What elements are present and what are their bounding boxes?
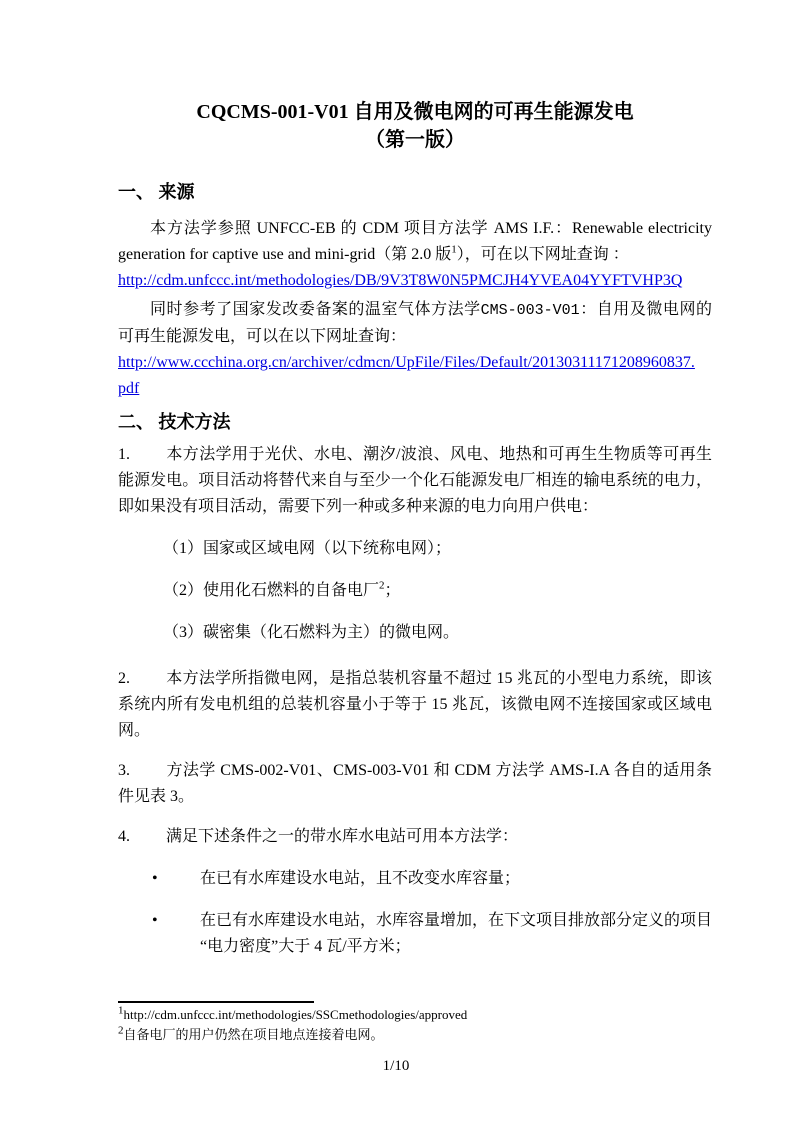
bullet-item-1: [118, 866, 712, 892]
paragraph-source-1: [118, 216, 712, 268]
footnote-number: 2: [118, 1024, 124, 1037]
bullet-icon: •: [152, 870, 158, 887]
numbered-item-4: [118, 824, 712, 850]
item-number: 2.: [118, 670, 130, 687]
item-text: 满足下述条件之一的带水库水电站可用本方法学：: [166, 828, 519, 845]
paragraph-text: ：自用及微电网的可再生能源发电，可以在以下网址查询：: [118, 301, 712, 345]
footnote-2: [118, 1025, 712, 1045]
footnote-1: [118, 1005, 712, 1025]
footnote-text: 自备电厂的用户仍然在项目地点连接着电网。: [123, 1027, 384, 1042]
paragraph-text: ），可在以下网址查询 ：: [456, 246, 629, 263]
item-number: 1.: [118, 446, 130, 463]
bullet-text: 在已有水库建设水电站，且不改变水库容量；: [200, 870, 521, 887]
sub-item-1: [163, 536, 712, 562]
sub-item-3: [163, 620, 712, 646]
footnote-separator: [118, 1001, 314, 1003]
footnote-text: http://cdm.unfccc.int/methodologies/SSCmethodologies/approved: [123, 1007, 468, 1022]
document-subtitle: （第一版）: [365, 129, 465, 151]
sub-item-number: （2）: [163, 582, 204, 599]
sub-item-number: （1）: [163, 540, 204, 557]
item-text: 本方法学所指微电网，是指总装机容量不超过 15 兆瓦的小型电力系统，即该系统内所有发电机组的总装机容量小于等于 15 兆瓦，该微电网不连接国家或区域电网。: [118, 670, 712, 739]
link-cdm-methodology[interactable]: http://cdm.unfccc.int/methodologies/DB/9V3T8W0N5PMCJH4YVEA04YYFTVHP3Q: [118, 272, 683, 289]
sub-item-text: ；: [384, 582, 401, 599]
link-ccchina-pdf[interactable]: http://www.ccchina.org.cn/archiver/cdmcn/UpFile/Files/Default/20130311171208960837.pdf: [118, 354, 695, 397]
document-title-block: [118, 98, 712, 154]
sub-item-2: [163, 578, 712, 604]
footnote-number: 1: [118, 1004, 124, 1017]
item-text: 本方法学用于光伏、水电、潮汐/波浪、风电、地热和可再生生物质等可再生能源发电。项目活动将替代来自与至少一个化石能源发电厂相连的输电系统的电力，即如果没有项目活动，需要下列一种或多种来源的电力向用户供电：: [118, 446, 712, 515]
document-title: CQCMS-001-V01 自用及微电网的可再生能源发电: [196, 101, 634, 123]
bullet-text: 在已有水库建设水电站，水库容量增加，在下文项目排放部分定义的项目“电力密度”大于 4 瓦/平方米；: [200, 912, 713, 955]
item-text: 方法学 CMS-002-V01、CMS-003-V01 和 CDM 方法学 AMS-I.A 各自的适用条件见表 3。: [118, 762, 712, 805]
bullet-item-2: [118, 908, 712, 960]
section-heading-technical: 二、 技术方法: [118, 412, 231, 432]
link-line-cdm: [118, 268, 696, 294]
methodology-code: CMS-003-V01: [480, 302, 580, 319]
section-heading-source: 一、 来源: [118, 182, 195, 202]
numbered-item-2: [118, 666, 712, 744]
bullet-icon: •: [152, 912, 158, 929]
sub-item-text: 国家或区域电网（以下统称电网）；: [203, 540, 452, 557]
sub-item-text: 使用化石燃料的自备电厂: [203, 582, 380, 599]
link-line-ccchina: [118, 350, 696, 402]
sub-item-text: 碳密集（化石燃料为主）的微电网。: [203, 624, 460, 641]
paragraph-source-2: [118, 297, 712, 350]
numbered-item-1: [118, 442, 712, 520]
page-number: 1/10: [382, 1058, 410, 1074]
footnote-ref-1: 1: [451, 243, 457, 256]
item-number: 4.: [118, 828, 130, 845]
sub-item-number: （3）: [163, 624, 204, 641]
paragraph-text: 本方法学参照 UNFCC-EB 的 CDM 项目方法学 AMS I.F.：Renewable electricity generation for captive use and mini-grid（第 2.0 版: [118, 220, 712, 263]
numbered-item-3: [118, 758, 712, 810]
footnote-ref-2: 2: [379, 579, 385, 592]
footnote-area: [118, 1005, 712, 1045]
paragraph-text: 同时参考了国家发改委备案的温室气体方法学: [150, 301, 481, 318]
item-number: 3.: [118, 762, 130, 779]
